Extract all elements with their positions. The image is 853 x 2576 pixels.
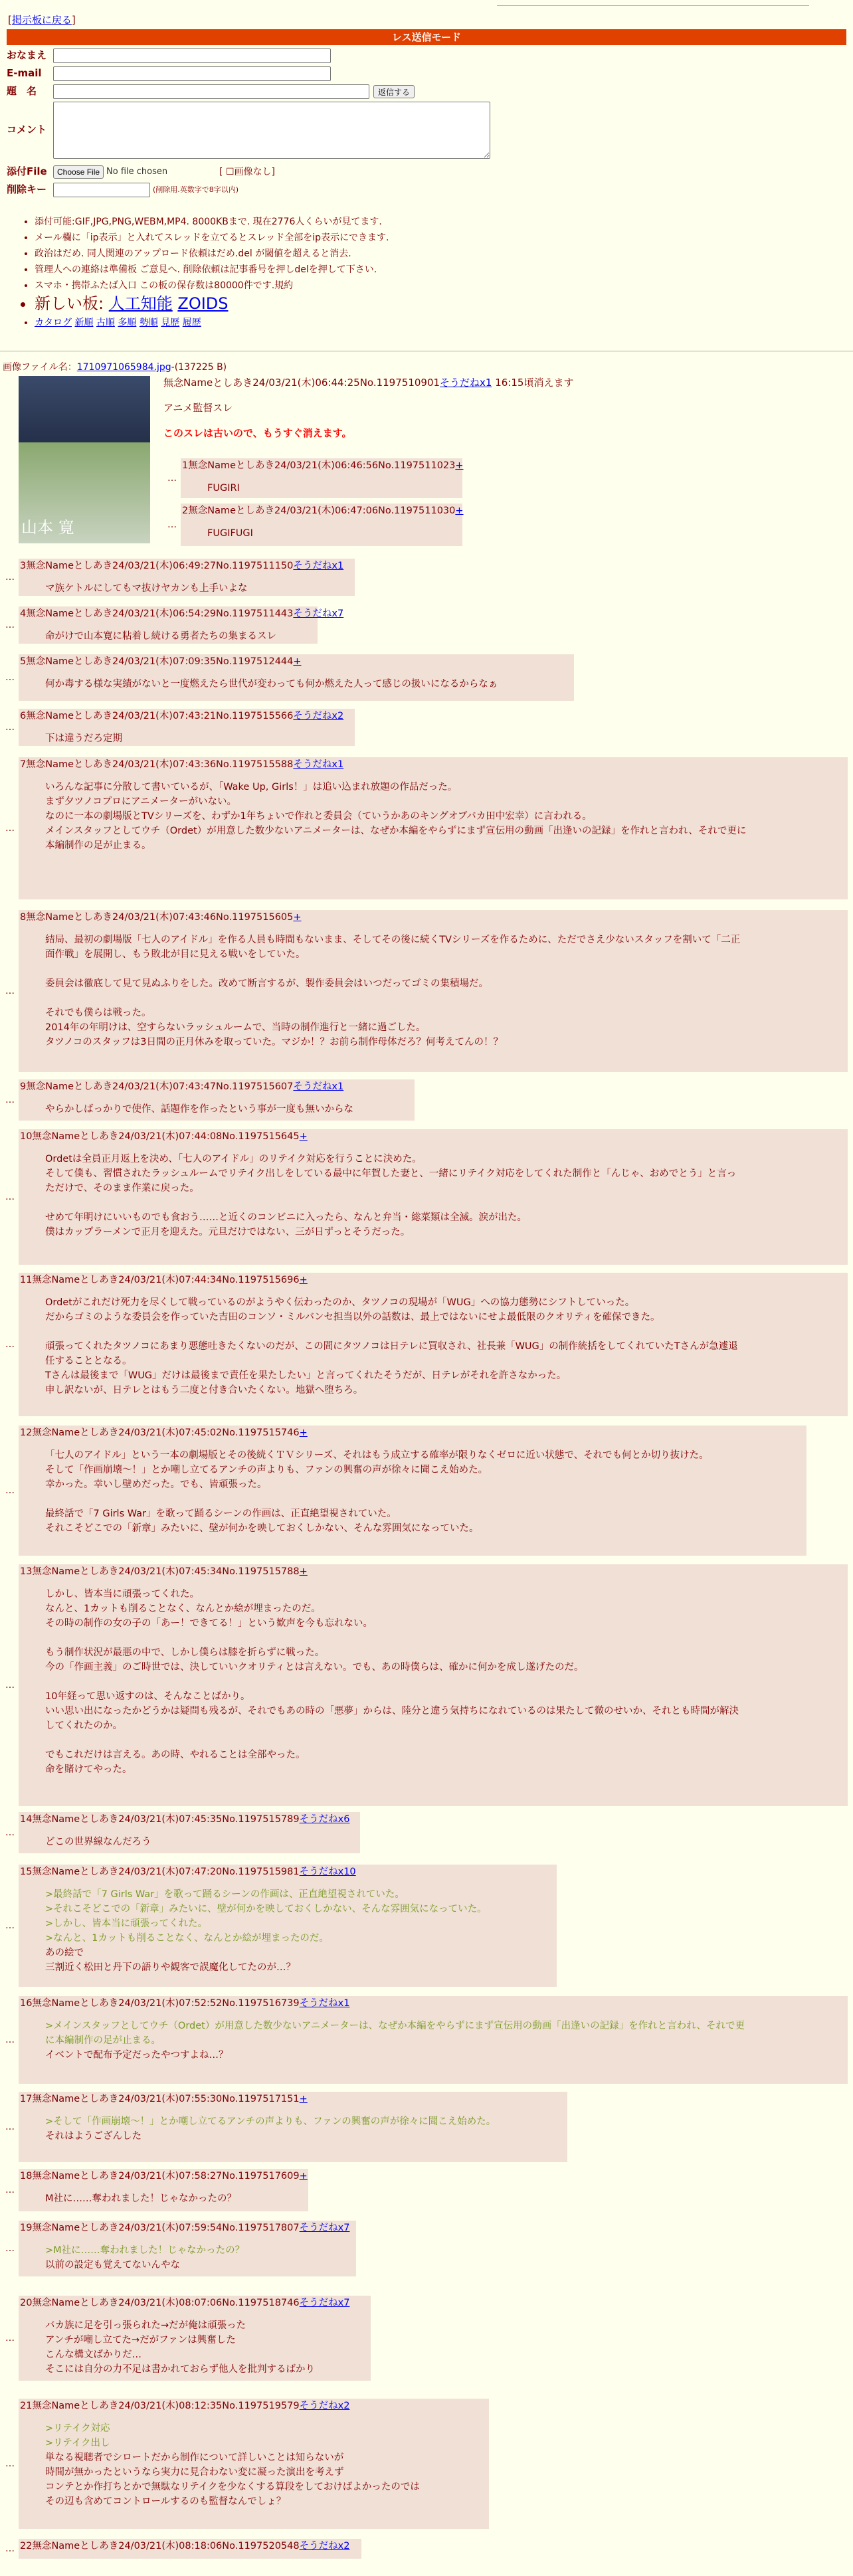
- reply-meta: 5無念Nameとしあき24/03/21(木)07:09:35No.1197512444: [20, 656, 294, 667]
- reply-dots: …: [5, 1339, 15, 1350]
- reply-header: [20, 1997, 349, 2011]
- name-input[interactable]: [53, 48, 331, 63]
- reply-plus-button[interactable]: +: [299, 1275, 308, 1285]
- submit-button[interactable]: 返信する: [373, 85, 415, 98]
- op-thumbnail[interactable]: [19, 376, 150, 543]
- reply-post: [19, 1079, 415, 1121]
- reply-header: [20, 758, 343, 772]
- reply-meta: 14無念Nameとしあき24/03/21(木)07:45:35No.1197515789: [20, 1814, 300, 1825]
- no-file-text: No file chosen: [106, 166, 168, 177]
- reply-dots: …: [5, 2035, 15, 2045]
- reply-dots: …: [5, 572, 15, 583]
- reply-mode-bar: レス送信モード: [7, 29, 846, 45]
- reply-dots: …: [5, 672, 15, 683]
- reply-header: [20, 655, 302, 669]
- op-sodane-button[interactable]: そうだねx1: [440, 377, 492, 389]
- reply-meta: 10無念Nameとしあき24/03/21(木)07:44:08No.1197515645: [20, 1131, 300, 1142]
- reply-header: [20, 1080, 343, 1094]
- comment-label: コメント: [7, 124, 47, 136]
- reply-meta: 13無念Nameとしあき24/03/21(木)07:45:34No.1197515788: [20, 1566, 300, 1577]
- reply-post: [19, 2169, 308, 2211]
- op-file-size: -(137225 B): [171, 362, 227, 373]
- sort-new-link[interactable]: 新順: [74, 317, 94, 328]
- choose-file-button[interactable]: Choose File: [53, 165, 104, 179]
- op-file-link[interactable]: 1710971065984.jpg: [76, 362, 171, 373]
- reply-plus-button[interactable]: +: [299, 1427, 308, 1438]
- reply-sodane-button[interactable]: そうだねx2: [293, 711, 344, 721]
- reply-post: [19, 910, 848, 1072]
- reply-header: [20, 1565, 308, 1579]
- reply-meta: 11無念Nameとしあき24/03/21(木)07:44:34No.1197515696: [20, 1275, 300, 1285]
- reply-header: [182, 504, 464, 518]
- reply-meta: 9無念Nameとしあき24/03/21(木)07:43:47No.1197515607: [20, 1081, 294, 1092]
- reply-body: Ordetがこれだけ死力を尽くして戦っているのがようやく伝わったのか、タツノコの現場が「WUG」への協力態勢にシフトしていった。 だからゴミのような委員会を作っていた吉田のコンソ・ミルバンセ担当以外の話数は、最上ではないにせよ最低限のクオリティを確保できた。 頑張ってくれたタツノコにあまり悪態吐きたくないのだが、この間にタツノコは日テレに買収され、社長兼「WUG」の制作統括をしてくれていたTさんが急遽退 任することとなる。 Tさんは最後まで「WUG」だけは最後まで責任を果たしたい」と言ってくれたそうだが、日テレがそれを許さなかった。 申し訳ないが、日テレとはもう二度と付き合いたくない。地獄へ堕ちろ。: [45, 1297, 738, 1396]
- reply-body: Ordetは全員正月返上を決め、「七人のアイドル」のリテイク対応を行うことに決めた。 そして僕も、習慣されたラッシュルームでリテイク出しをしている最中に年賀した妻と、一緒にリテイク対応をしてくれた制作と「んじゃ、おめでとう」と言っ ただけで、そのまま作業に戻った。 せめて年明けにいいものでも食おう……と近くのコンビニに入ったら、なんと弁当・総菜類は全滅。涙が出た。 僕はカップラーメンで正月を迎えた。元旦だけではない、三が日ずっとそうだった。: [45, 1154, 737, 1238]
- reply-post: [19, 1996, 848, 2084]
- reply-sodane-button[interactable]: そうだねx10: [299, 1867, 356, 1877]
- delete-key-input[interactable]: [53, 183, 150, 197]
- reply-body: 何か毒する様な実績がないと一度燃えたら世代が変わっても何か燃えた人って感じの扱いになるからなぁ: [45, 679, 498, 690]
- reply-body: どこの世界線なんだろう: [45, 1837, 151, 1847]
- reply-body: いろんな記事に分散して書いているが、「Wake Up, Girls！」は追い込まれ放題の作品だった。 まず夕ツノコプロにアニメーターがいない。 なのに一本の劇場版とTVシリーズを、わずか1年ちょいで作れと委員会（ていうかあのキングオブバカ田中宏幸）に言われる。 メインスタッフとしてウチ（Ordet）が用意した数少ないアニメーターは、なぜか本編をやらずにまず宣伝用の動画「出逢いの記録」を作れと言われ、それで更に 本編制作の足が止まる。: [45, 782, 747, 851]
- reply-meta: 8無念Nameとしあき24/03/21(木)07:43:46No.1197515605: [20, 912, 294, 923]
- reply-post: [19, 2092, 567, 2162]
- reply-post: [19, 1564, 848, 1806]
- reply-post: [19, 709, 355, 746]
- file-label: 画像ファイル名：: [3, 362, 77, 373]
- reply-header: [20, 1813, 349, 1827]
- reply-meta: 12無念Nameとしあき24/03/21(木)07:45:02No.1197515746: [20, 1427, 300, 1438]
- reply-body: 結局、最初の劇場版「七人のアイドル」を作る人員も時間もないまま、そしてその後に続くTVシリーズを作るために、ただでさえ少ないスタッフを割いて「二正 面作戦」を展開し、もう敗北が目に見える戦いをしていた。 委員会は徹底して見て見ぬふりをした。改めて断言するが、製作委員会はいつだってゴミの集積場だ。 それでも僕らは戦った。 2014年の年明けは、空すらないラッシュルームで、当時の制作進行と一緒に過ごした。 タツノコのスタッフは3日間の正月休みを取っていた。マジか！？お前ら制作母体だろ？何考えてんの！？: [45, 935, 741, 1048]
- reply-body: バカ族に足を引っ張られた→だが俺は頑張った アンチが嘲し立てた→だがファンは興奮した こんな構文ばかりだ… そこには自分の力不足は書かれておらず他人を批判するばかり: [45, 2320, 315, 2375]
- reply-dots: …: [5, 823, 15, 834]
- sort-old-link[interactable]: 古順: [96, 317, 115, 328]
- op-file-info: [3, 361, 227, 374]
- reply-form: [7, 48, 490, 200]
- reply-header: [20, 1130, 308, 1144]
- reply-header: [20, 1273, 308, 1287]
- reply-plus-button[interactable]: +: [299, 2094, 308, 2104]
- rule-item: • 管理人への連絡は準備板 ご意見へ. 削除依頼は記事番号を押しdelを押して下さい.: [35, 262, 389, 278]
- reply-header: [20, 2539, 349, 2553]
- rule-item: • メール欄に「ip表示」と入れてスレッドを立てるとスレッド全部をip表示にできます.: [35, 230, 389, 246]
- subject-input[interactable]: [53, 84, 369, 99]
- reply-post: [19, 1426, 806, 1556]
- reply-header: [182, 459, 464, 473]
- reply-body: マ族ケトルにしてもマ抜けヤカンも上手いよな: [45, 583, 248, 594]
- reply-body: しかし、皆本当に頑張ってくれた。 なんと、1カットも削ることなく、なんとか絵が埋まったのだ。 その時の制作の女の子の「あー！できてる！」という歓声を今も忘れない。 もう制作状況が最悪の中で、しかし僕らは膝を折らずに戦った。 今の「作画主義」のご時世では、決していいクオリティとは言えない。でも、あの時僕らは、確かに何かを成し遂げたのだ。 10年経って思い返すのは、そんなことばかり。 いい思い出になったかどうかは疑問も残るが、それでもあの時の「悪夢」からは、陸分と違う気持ちになれているのは果たして微のせいか、それとも時間が解決 してくれたのか。 でもこれだけは言える。あの時、やれることは全部やった。 命を賭けてやった。: [45, 1589, 739, 1775]
- catalog-link[interactable]: カタログ: [35, 317, 72, 328]
- reply-post: [19, 1812, 360, 1853]
- reply-body: >リテイク対応 >リテイク出し 単なる視聴者でシロートだから制作について詳しいことは知らないが 時間が無かったというなら実力に見合わない変に凝った演出を考えず コンテとか作打ちとかで無駄なリテイクを少なくする算段をしておけばよかったのでは その辺も含めてコントロールするのも監督なんでしょ？: [45, 2423, 420, 2507]
- reply-body: 命がけで山本寛に粘着し続ける勇者たちの集まるスレ: [45, 631, 276, 642]
- reply-header: [20, 2221, 349, 2235]
- reply-post: [19, 2539, 361, 2559]
- board-nav-links: [35, 315, 389, 331]
- reply-dots: …: [5, 2243, 15, 2254]
- reply-dots: …: [5, 2122, 15, 2132]
- attach-label: 添付File: [7, 165, 47, 178]
- thumbnail-caption: 山本 寛: [21, 518, 74, 537]
- reply-meta: 1無念Nameとしあき24/03/21(木)06:46:56No.1197511023: [182, 460, 456, 471]
- reply-header: [20, 709, 343, 723]
- reply-meta: 17無念Nameとしあき24/03/21(木)07:55:30No.1197517151: [20, 2094, 300, 2104]
- top-divider: [497, 5, 809, 6]
- reply-dots: …: [5, 986, 15, 996]
- reply-plus-button[interactable]: +: [455, 460, 464, 471]
- reply-body: 「七人のアイドル」という一本の劇場版とその後続くＴＶシリーズ、それはもう成立する確率が限りなくゼロに近い状態で、それでも何とか切り抜けた。 そして「作画崩壊～！」とか嘲し立てるアンチの声よりも、ファンの興奮の声が徐々に聞こえ始めた。 幸かった。幸いし壁めだった。でも、皆頑張った。 最終話で「7 Girls War」を歌って踊るシーンの作画は、正直絶望視されていた。 それこそどこでの「新章」みたいに、壁が何かを映しておくしかない、そんな雰囲気になっていた。: [45, 1450, 709, 1534]
- new-board-link[interactable]: ZOIDS: [177, 294, 229, 314]
- back-link-wrapper: [掲示板に戻る]: [8, 14, 76, 26]
- reply-body: M社に……奪われました！じゃなかったの？: [45, 2193, 237, 2204]
- reply-dots: …: [5, 2333, 15, 2344]
- reply-sodane-button[interactable]: そうだねx1: [293, 1081, 344, 1092]
- rule-item: • 政治はだめ. 同人関連のアップロード依頼はだめ.del が閾値を超えると消去.: [35, 246, 389, 262]
- reply-plus-button[interactable]: +: [293, 656, 302, 667]
- reply-sodane-button[interactable]: そうだねx1: [299, 1998, 350, 2009]
- reply-sodane-button[interactable]: そうだねx1: [293, 759, 344, 770]
- reply-post: [19, 2296, 371, 2381]
- reply-dots: …: [5, 2185, 15, 2195]
- reply-plus-button[interactable]: +: [299, 1131, 308, 1142]
- reply-post: [19, 1129, 848, 1265]
- reply-sodane-button[interactable]: そうだねx1: [293, 561, 344, 571]
- back-to-board-link[interactable]: 掲示板に戻る: [11, 14, 72, 26]
- reply-body: 下は違うだろ定期: [45, 733, 122, 744]
- delkey-note: (削除用.英数字で8字以内): [153, 185, 239, 195]
- reply-dots: …: [5, 2543, 15, 2554]
- reply-meta: 3無念Nameとしあき24/03/21(木)06:49:27No.1197511150: [20, 561, 294, 571]
- reply-sodane-button[interactable]: そうだねx7: [299, 2223, 350, 2233]
- subject-label: 題 名: [7, 85, 37, 98]
- reply-post: [19, 1865, 557, 1987]
- reply-header: [20, 2169, 308, 2183]
- reply-dots: …: [5, 1680, 15, 1691]
- reply-post: [181, 504, 462, 546]
- reply-header: [20, 607, 343, 621]
- reply-body: >最終話で「7 Girls War」を歌って踊るシーンの作画は、正直絶望視されていた。 >それこそどこでの「新章」みたいに、壁が何かを映しておくしかない、そんな雰囲気になっていた。 >しかし、皆本当に頑張ってくれた。 >なんと、1カットも削ることなく、なんとか絵が埋まったのだ。 あの絵で 三割近く松田と丹下の語りや観客で誤魔化してたのが…？: [45, 1889, 487, 1973]
- reply-body: >メインスタッフとしてウチ（Ordet）が用意した数少ないアニメーターは、なぜか本編をやらずにまず宣伝用の動画「出逢いの記録」を作れと言われ、それで更 に本編制作の足が止まる。 イベントで配布予定だったやつすよね…？: [45, 2021, 745, 2061]
- reply-sodane-button[interactable]: そうだねx6: [299, 1814, 350, 1825]
- name-label: おなまえ: [7, 49, 47, 62]
- view-history-link[interactable]: 見歴: [161, 317, 180, 328]
- reply-meta: 6無念Nameとしあき24/03/21(木)07:43:21No.1197515566: [20, 711, 294, 721]
- email-label: E-mail: [7, 67, 42, 80]
- op-header: 無念Nameとしあき24/03/21(木)06:44:25No.1197510901: [163, 377, 440, 389]
- op-expiry-warning: このスレは古いので、もうすぐ消えます。: [163, 426, 352, 439]
- reply-dots: …: [167, 473, 177, 484]
- reply-post: [19, 2221, 356, 2276]
- reply-plus-button[interactable]: +: [293, 912, 302, 923]
- reply-dots: …: [5, 722, 15, 733]
- op-post: [163, 376, 573, 451]
- reply-meta: 22無念Nameとしあき24/03/21(木)08:18:06No.1197520548: [20, 2541, 300, 2551]
- reply-sodane-button[interactable]: そうだねx7: [299, 2298, 350, 2308]
- reply-header: [20, 911, 302, 925]
- reply-post: [19, 654, 574, 701]
- reply-meta: 4無念Nameとしあき24/03/21(木)06:54:29No.1197511443: [20, 608, 294, 619]
- reply-meta: 2無念Nameとしあき24/03/21(木)06:47:06No.1197511030: [182, 506, 456, 516]
- reply-meta: 18無念Nameとしあき24/03/21(木)07:58:27No.1197517609: [20, 2171, 300, 2181]
- rule-item: • スマホ・携帯ふたば入口 この板の保存数は80000件です.規約: [35, 278, 389, 294]
- reply-header: [20, 2399, 349, 2413]
- reply-post: [19, 1273, 848, 1416]
- reply-dots: …: [5, 1827, 15, 1838]
- reply-dots: …: [5, 620, 15, 630]
- reply-header: [20, 1865, 356, 1879]
- reply-plus-button[interactable]: +: [455, 506, 464, 516]
- new-boards: [35, 294, 389, 314]
- reply-plus-button[interactable]: +: [299, 1566, 308, 1577]
- reply-header: [20, 2296, 349, 2310]
- op-body: アニメ監督スレ: [163, 401, 233, 414]
- rule-item: • 添付可能:GIF,JPG,PNG,WEBM,MP4. 8000KBまで. 現在2776人くらいが見てます.: [35, 214, 389, 230]
- reply-meta: 16無念Nameとしあき24/03/21(木)07:52:52No.1197516739: [20, 1998, 300, 2009]
- reply-meta: 20無念Nameとしあき24/03/21(木)08:07:06No.1197518746: [20, 2298, 300, 2308]
- board-rules: [19, 214, 389, 331]
- no-image-checkbox[interactable]: [ ☐画像なし]: [219, 166, 275, 177]
- email-input[interactable]: [53, 66, 331, 81]
- reply-body: >M社に……奪われました！じゃなかったの？ 以前の設定も覚えてないんやな: [45, 2245, 245, 2270]
- new-boards-label: 新しい板:: [35, 294, 104, 314]
- reply-header: [20, 1426, 308, 1440]
- reply-body: FUGIRI: [207, 483, 240, 494]
- sort-many-link[interactable]: 多順: [118, 317, 137, 328]
- reply-sodane-button[interactable]: そうだねx2: [299, 2401, 350, 2411]
- reply-body: やらかしばっかりで使作、話題作を作ったという事が一度も無いからな: [45, 1104, 353, 1115]
- reply-post: [19, 606, 344, 644]
- reply-header: [20, 559, 343, 573]
- reply-dots: …: [5, 1095, 15, 1105]
- reply-dots: …: [5, 1485, 15, 1496]
- reply-post: [19, 559, 355, 596]
- comment-textarea[interactable]: [53, 102, 490, 159]
- reply-plus-button[interactable]: +: [299, 2171, 308, 2181]
- reply-meta: 15無念Nameとしあき24/03/21(木)07:47:20No.1197515981: [20, 1867, 300, 1877]
- reply-sodane-button[interactable]: そうだねx7: [293, 608, 344, 619]
- reply-sodane-button[interactable]: そうだねx2: [299, 2541, 350, 2551]
- reply-dots: …: [5, 1192, 15, 1202]
- reply-body: >そして「作画崩壊～！」とか嘲し立てるアンチの声よりも、ファンの興奮の声が徐々に聞こえ始めた。 それはようござんした: [45, 2116, 496, 2142]
- reply-meta: 7無念Nameとしあき24/03/21(木)07:43:36No.1197515588: [20, 759, 294, 770]
- reply-body: [45, 2561, 48, 2576]
- sort-speed-link[interactable]: 勢順: [139, 317, 158, 328]
- reply-body: FUGIFUGI: [207, 528, 253, 539]
- reply-post: [19, 757, 848, 899]
- reply-header: [20, 2092, 308, 2106]
- delkey-label: 削除キー: [7, 183, 47, 196]
- reply-meta: 21無念Nameとしあき24/03/21(木)08:12:35No.1197519579: [20, 2401, 300, 2411]
- reply-dots: …: [167, 519, 177, 530]
- reply-meta: 19無念Nameとしあき24/03/21(木)07:59:54No.1197517807: [20, 2223, 300, 2233]
- reply-post: [181, 458, 462, 498]
- new-board-link[interactable]: 人工知能: [108, 294, 173, 314]
- op-expire-time: 16:15頃消えます: [495, 377, 574, 389]
- reply-dots: …: [5, 2458, 15, 2469]
- reply-dots: …: [5, 1920, 15, 1931]
- history-link[interactable]: 履歴: [182, 317, 201, 328]
- reply-post: [19, 2399, 489, 2529]
